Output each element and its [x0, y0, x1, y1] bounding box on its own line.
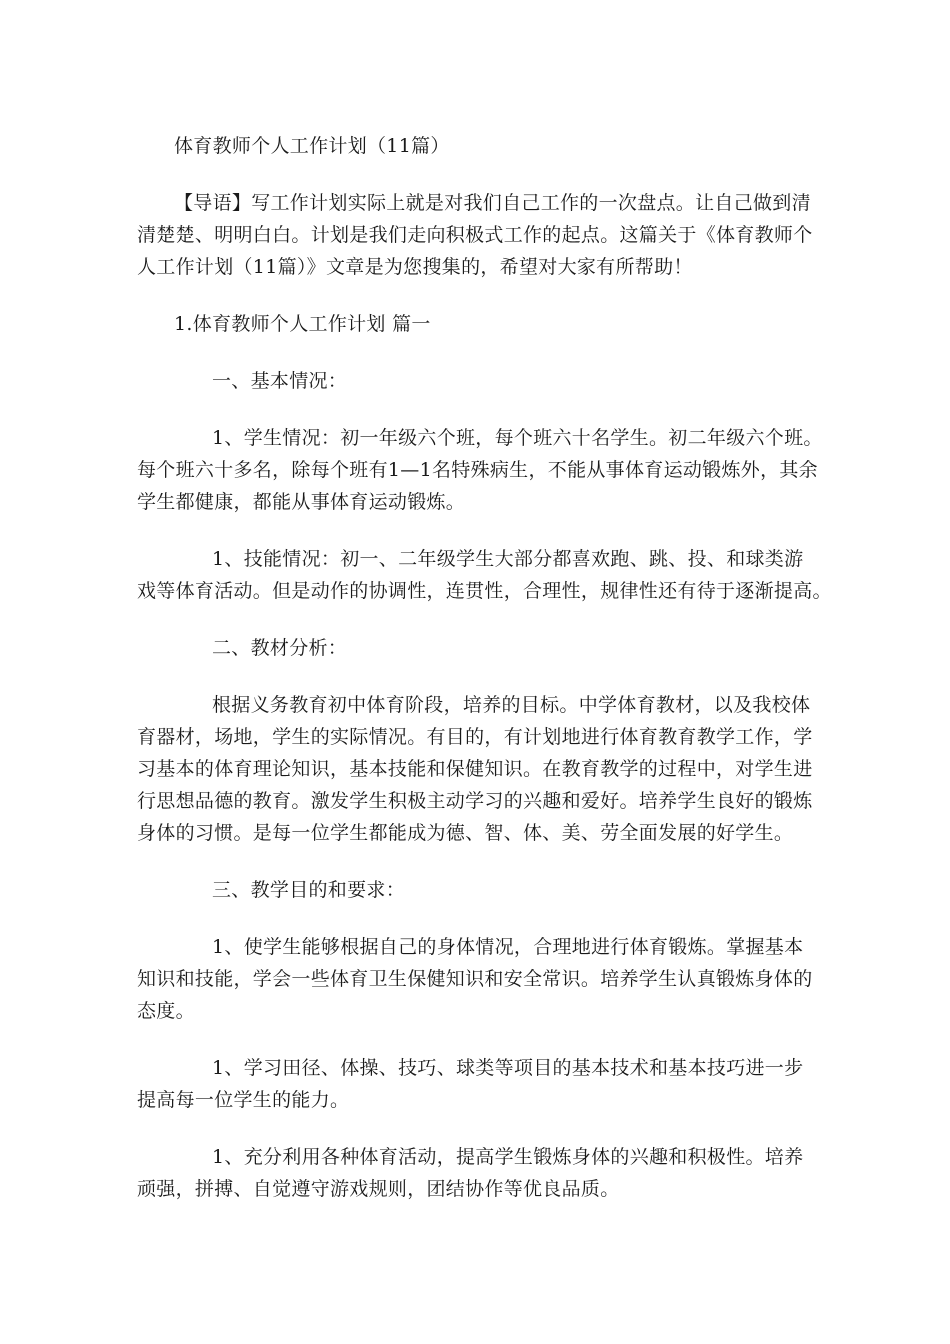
paragraph-line: 知识和技能，学会一些体育卫生保健知识和安全常识。培养学生认真锻炼身体的 [137, 968, 813, 990]
paragraph-line: 1、学习田径、体操、技巧、球类等项目的基本技术和基本技巧进一步 [212, 1057, 804, 1079]
paragraph-line: 育器材，场地，学生的实际情况。有目的，有计划地进行体育教育教学工作，学 [137, 726, 813, 748]
paragraph-line: 1、学生情况：初一年级六个班，每个班六十名学生。初二年级六个班。 [212, 427, 823, 449]
paragraph-line: 态度。 [137, 1000, 195, 1022]
paragraph-line: 每个班六十多名，除每个班有1—1名特殊病生，不能从事体育运动锻炼外，其余 [137, 459, 818, 481]
section-heading-teaching-goals: 三、教学目的和要求： [212, 879, 406, 901]
document-title: 体育教师个人工作计划（11篇） [174, 135, 450, 157]
section-heading-basic-situation: 一、基本情况： [212, 370, 348, 392]
paragraph-line: 身体的习惯。是每一位学生都能成为德、智、体、美、劳全面发展的好学生。 [137, 822, 794, 844]
paragraph-line: 习基本的体育理论知识，基本技能和保健知识。在教育教学的过程中，对学生进 [137, 758, 813, 780]
paragraph-line: 根据义务教育初中体育阶段，培养的目标。中学体育教材，以及我校体 [212, 694, 811, 716]
article-heading: 1.体育教师个人工作计划 篇一 [174, 313, 431, 335]
paragraph-line: 行思想品德的教育。激发学生积极主动学习的兴趣和爱好。培养学生良好的锻炼 [137, 790, 813, 812]
section-heading-material-analysis: 二、教材分析： [212, 637, 348, 659]
paragraph-line: 1、充分利用各种体育活动，提高学生锻炼身体的兴趣和积极性。培养 [212, 1146, 804, 1168]
intro-line: 清楚楚、明明白白。计划是我们走向积极式工作的起点。这篇关于《体育教师个 [137, 224, 813, 246]
paragraph-line: 顽强，拼搏、自觉遵守游戏规则，团结协作等优良品质。 [137, 1178, 620, 1200]
paragraph-line: 1、技能情况：初一、二年级学生大部分都喜欢跑、跳、投、和球类游 [212, 548, 804, 570]
paragraph-line: 学生都健康，都能从事体育运动锻炼。 [137, 491, 466, 513]
paragraph-line: 戏等体育活动。但是动作的协调性，连贯性，合理性，规律性还有待于逐渐提高。 [137, 580, 832, 602]
intro-line: 人工作计划（11篇）》文章是为您搜集的，希望对大家有所帮助！ [137, 256, 693, 278]
paragraph-line: 提高每一位学生的能力。 [137, 1089, 350, 1111]
intro-line: 【导语】写工作计划实际上就是对我们自己工作的一次盘点。让自己做到清 [174, 192, 811, 214]
paragraph-line: 1、使学生能够根据自己的身体情况，合理地进行体育锻炼。掌握基本 [212, 936, 804, 958]
